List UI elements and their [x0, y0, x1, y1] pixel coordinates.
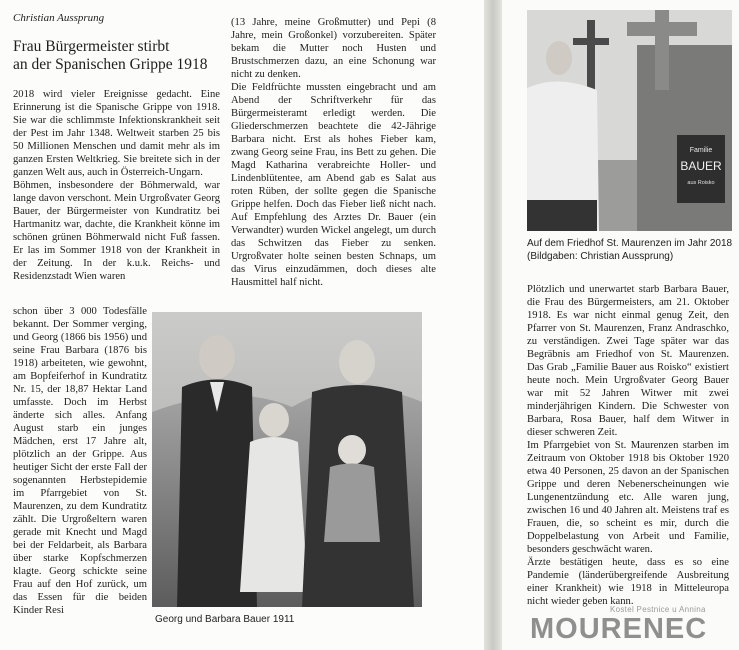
plaque-line-3: aus Roisko — [687, 180, 715, 186]
watermark-title: MOURENEC — [530, 613, 708, 645]
author-byline: Christian Aussprung — [13, 12, 105, 24]
paragraph: Böhmen, insbesondere der Böhmerwald, war lange davon verschont. Mein Urgroßvater Georg Bauer, der Bürgermeister von Kundratitz bei Hartmanitz war, dachte, die Krankheit könne im schönen grünen Böhmerwald nicht Fuß fassen. Er las im Sommer 1918 von der Krankheit in der Zeitung. In der k.u.k. Reichs- und Residenzstadt Wien waren — [13, 180, 220, 282]
paragraph: Im Pfarrgebiet von St. Maurenzen starben im Zeitraum von Oktober 1918 bis Oktober 1920 etwa 40 Personen, 25 davon an der Spanischen Grippe und deren Nebenerscheinungen wie Lungenentzündung etc. Alle waren jung, zwischen 16 und 40 Jahren alt. Meistens traf es Frauen, die, so scheint es mir, durch die Doppelbelastung von Arbeit und Familie, besonders geschwächt waren. — [527, 440, 729, 555]
plaque-line-2: BAUER — [680, 159, 722, 173]
text-column-1 — [13, 88, 220, 283]
paragraph: Die Feldfrüchte mussten eingebracht und am Abend der Schriftverkehr für das Bürgermeisteramt erledigt werden. Die Gliederschmerzen beachtete die 42-Jährige Barbara nicht. Erst als hohes Fieber kam, zwang Georg seine Frau, ins Bett zu gehen. Die Magd Katharina verabreichte Holler- und Lindenblütentee, am Abend gab es Salat aus roten Rüben, der sollte gegen die Spanische Grippe helfen. Doch das Fieber ließ nicht nach. Auf Empfehlung des Arztes Dr. Bauer (ein Verwandter) wurden Wickel angelegt, um durch das Schwitzen das Fieber zu senken. Urgroßvater holte seinen besten Schnaps, um das Virus einzudämmen, doch dieses alte Hausmittel half nicht. — [231, 82, 436, 288]
cemetery-photo-2018 — [527, 10, 732, 231]
girl-dress — [240, 437, 308, 592]
man-trousers — [527, 200, 597, 231]
family-photo-illustration — [152, 312, 422, 607]
man-head — [199, 335, 235, 379]
girl-head — [259, 403, 289, 437]
paragraph: schon über 3 000 Todesfälle bekannt. Der Sommer verging, und Georg (1866 bis 1956) und seine Frau Barbara (1876 bis 1918) arbeiteten, wie gewohnt, am Bopfeiferhof in Kundratitz Nr. 15, der 18,87 Hektar Land umfasste. Doch im Herbst änderte sich alles. Anfang August starb ein junges Mädchen, erst 17 Jahre alt, plötzlich an der Grippe. Aus heutiger Sicht der erste Fall der sogenannten Herbstepidemie im Pfarrgebiet von St. Maurenzen, zu dem Kundratitz zählt. Die Urgroßeltern waren gerade mit Knecht und Magd bei der Feldarbeit, als Barbara über starke Kopfschmerzen klagte. Georg schickte seine Frau auf den Hof zurück, um das Essen für die beiden Kinder Resi — [13, 306, 147, 616]
text-column-2 — [231, 16, 436, 289]
baby-head — [338, 435, 366, 465]
watermark-subtitle: Kostel Pestnice u Annina — [610, 605, 706, 614]
woman-head — [339, 340, 375, 384]
stone-cross-bar — [627, 22, 697, 36]
photo-caption-1911: Georg und Barbara Bauer 1911 — [155, 614, 295, 625]
paragraph: (13 Jahre, meine Großmutter) und Pepi (8 Jahre, mein Großonkel) vorzubereiten. Später bekam die Mutter noch Husten und Brustschmerzen dazu, an eine Schonung war nicht zu denken. — [231, 17, 436, 80]
headline-line-2: an der Spanischen Grippe 1918 — [13, 56, 208, 73]
paragraph: 2018 wird vieler Ereignisse gedacht. Eine Erinnerung ist die Spanische Grippe von 1918. Sie war die schlimmste Infektionskrankheit seit der Pest im Jahr 1348. Weltweit starben 25 bis 50 Millionen Menschen und damit mehr als im ganzen Ersten Weltkrieg. Sie breitete sich in der ganzen Welt aus, auch in Österreich-Ungarn. — [13, 89, 220, 178]
watermark-logo — [530, 603, 735, 647]
paragraph: Ärzte bestätigen heute, dass es so eine Pandemie (länderübergreifende Ausbreitung einer Krankheit) wie 1918 in Mitteleuropa nicht wieder geben kann. — [527, 557, 729, 607]
iron-cross-bar — [573, 38, 609, 45]
book-gutter — [484, 0, 502, 650]
text-column-1-continued — [13, 305, 147, 617]
family-photo-1911 — [152, 312, 422, 607]
plaque-line-1: Familie — [689, 147, 713, 154]
paragraph: Plötzlich und unerwartet starb Barbara Bauer, die Frau des Bürgermeisters, am 21. Oktober 1918. Es war nicht einmal genug Zeit, den Pfarrer von St. Maurenzen, Franz Andraschko, zu verständigen. Zwei Tage später war das Begräbnis am Friedhof von St. Maurenzen. Das Grab „Familie Bauer aus Roisko“ existiert heute noch. Mein Urgroßvater Georg Bauer war mit 52 Jahren Witwer mit zwei minderjährigen Kindern. Die Schwester von Barbara, Rosa Bauer, half dem Witwer in dieser schweren Zeit. — [527, 284, 729, 438]
baby-body — [324, 464, 380, 543]
man-head — [546, 41, 572, 75]
text-column-3 — [527, 283, 729, 608]
photo-caption-2018: Auf dem Friedhof St. Maurenzen im Jahr 2018 (Bildgaben: Christian Aussprung) — [527, 238, 733, 262]
article-headline — [13, 38, 223, 74]
headline-line-1: Frau Bürgermeister stirbt — [13, 38, 170, 55]
cemetery-photo-illustration — [527, 10, 732, 231]
